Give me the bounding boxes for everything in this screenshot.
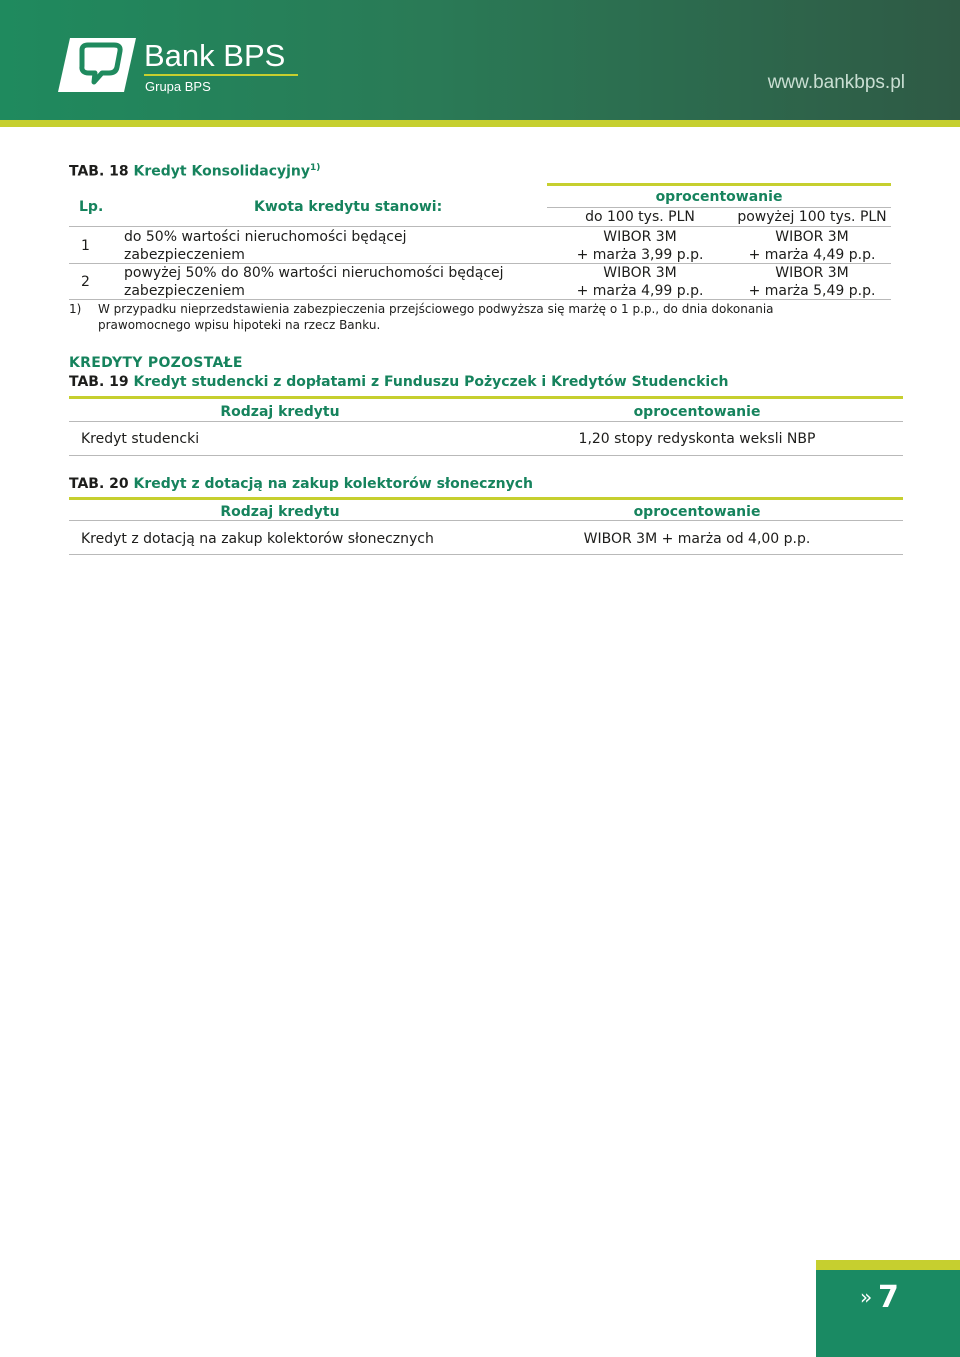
tab18-caption: [69, 159, 320, 181]
tab18-row2-rate-b-2: + marża 5,49 p.p.: [748, 283, 876, 299]
tab18-row1-rate-a-2: + marża 3,99 p.p.: [576, 247, 704, 263]
tab18-caption-prefix: TAB. 18: [69, 163, 129, 180]
tab20-caption-prefix: TAB. 20: [69, 476, 129, 492]
tab18-row-divider: [69, 226, 891, 227]
tab18-row2-desc-1: powyżej 50% do 80% wartości nieruchomości będącej: [124, 265, 504, 281]
tab19-row-rate: 1,20 stopy redyskonta weksli NBP: [578, 431, 816, 447]
tab18-row1-desc-1: do 50% wartości nieruchomości będącej: [124, 229, 407, 245]
tab19-header-type: Rodzaj kredytu: [220, 404, 340, 420]
page-header-banner: [0, 0, 960, 120]
tab18-row1-desc-2: zabezpieczeniem: [124, 247, 245, 263]
tab18-header-col-b: powyżej 100 tys. PLN: [737, 209, 887, 225]
header-accent-stripe: [0, 120, 960, 127]
page-number: 7: [878, 1280, 899, 1315]
tab18-header-col-a: do 100 tys. PLN: [585, 209, 695, 225]
tab19-caption-prefix: TAB. 19: [69, 374, 129, 390]
tab18-caption-footnote-ref: 1): [310, 163, 321, 173]
tab20-row-rate: WIBOR 3M + marża od 4,00 p.p.: [583, 531, 811, 547]
website-link[interactable]: www.bankbps.pl: [767, 72, 905, 93]
brand-title: Bank BPS: [144, 38, 286, 73]
tab19-header-divider: [69, 421, 903, 422]
tab18-row2-lp: 2: [81, 274, 90, 290]
tab18-row1-rate-a-1: WIBOR 3M: [603, 229, 677, 245]
brand-underline: [144, 74, 298, 76]
tab20-bottom-border: [69, 554, 903, 555]
footnote-line-2: prawomocnego wpisu hipoteki na rzecz Banku.: [98, 318, 381, 332]
tab18-row2-rate-a-1: WIBOR 3M: [603, 265, 677, 281]
page-number-accent: [816, 1260, 960, 1270]
tab18-bottom-border: [69, 299, 891, 300]
tab19-caption: [69, 373, 728, 391]
tab19-caption-title: Kredyt studencki z dopłatami z Funduszu Pożyczek i Kredytów Studenckich: [133, 374, 729, 390]
tab20-row-type: Kredyt z dotacją na zakup kolektorów słonecznych: [81, 531, 434, 547]
tab20-caption-title: Kredyt z dotacją na zakup kolektorów słonecznych: [133, 476, 533, 492]
tab18-header-accent: [547, 183, 891, 186]
tab19-header-rate: oprocentowanie: [633, 404, 761, 420]
chevron-right-icon: »: [860, 1285, 873, 1309]
tab18-header-rate: oprocentowanie: [655, 189, 783, 205]
tab18-row2-rate-b-1: WIBOR 3M: [775, 265, 849, 281]
tab20-caption: [69, 475, 533, 493]
tab18-header-amount: Kwota kredytu stanowi:: [254, 199, 443, 215]
footnote-line-1: W przypadku nieprzedstawienia zabezpieczenia przejściowego podwyższa się marżę o 1 p.p., do dnia dokonania: [98, 302, 774, 316]
brand-subtitle: Grupa BPS: [145, 79, 211, 94]
tab20-header-rate: oprocentowanie: [633, 504, 761, 520]
footnote-marker: 1): [69, 302, 82, 316]
tab20-header-type: Rodzaj kredytu: [220, 504, 340, 520]
tab19-bottom-border: [69, 455, 903, 456]
tab18-row1-rate-b-2: + marża 4,49 p.p.: [748, 247, 876, 263]
tab20-header-divider: [69, 520, 903, 521]
tab18-caption-title: Kredyt Konsolidacyjny: [133, 163, 311, 180]
tab18-row1-lp: 1: [81, 238, 90, 254]
tab18-row2-rate-a-2: + marża 4,99 p.p.: [576, 283, 704, 299]
tab18-row2-desc-2: zabezpieczeniem: [124, 283, 245, 299]
tab18-header-lp: Lp.: [79, 199, 104, 215]
tab19-header-accent: [69, 396, 903, 399]
bank-bps-logo-icon: [58, 38, 136, 92]
tab20-header-accent: [69, 497, 903, 500]
tab19-row-type: Kredyt studencki: [81, 431, 200, 447]
tab18-row1-rate-b-1: WIBOR 3M: [775, 229, 849, 245]
section-heading: KREDYTY POZOSTAŁE: [69, 355, 243, 371]
